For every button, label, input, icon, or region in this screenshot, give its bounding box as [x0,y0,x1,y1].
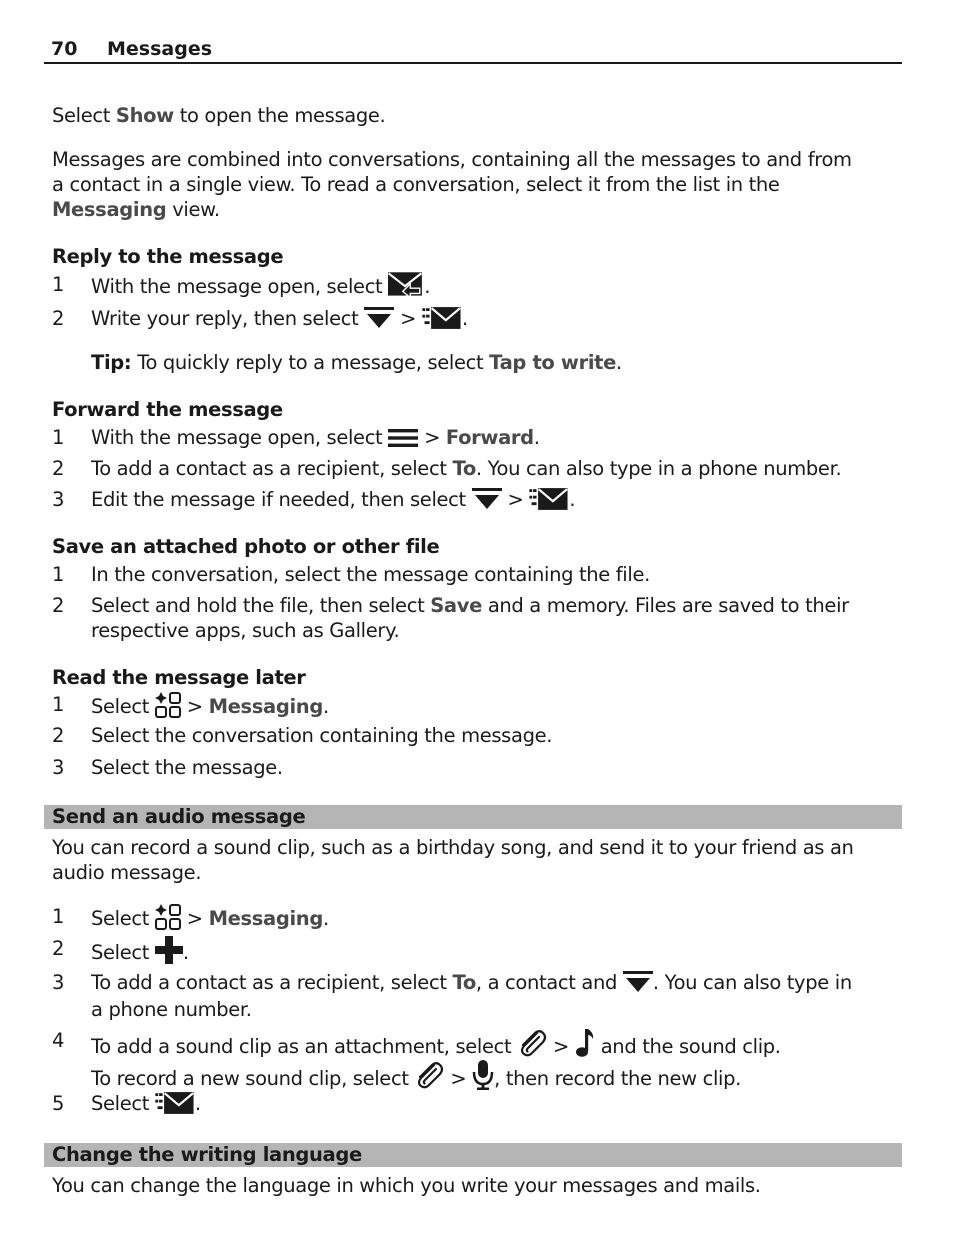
apps-icon [155,904,181,930]
reply-heading: Reply to the message [52,245,284,268]
page-header [44,36,902,64]
section-title: Change the writing language [52,1143,362,1166]
options-down-icon [623,970,653,994]
plus-icon [155,936,183,964]
apps-icon [155,692,181,718]
show-keyword: Show [115,104,174,127]
paperclip-icon [414,1060,444,1090]
send-message-icon [422,306,462,330]
menu-icon [388,427,418,449]
intro-paragraph-line: a contact in a single view. To read a conversation, select it from the list in the [52,173,780,196]
music-note-icon [575,1028,595,1058]
section-title: Send an audio message [52,805,306,828]
options-down-icon [472,487,502,511]
read-later-heading: Read the message later [52,666,306,689]
manual-page: 70 Messages Select Show to open the message. Messages are combined into conversations, containing all the messages to and from a contact in a single view. To read a conversation, select it from the list in the Messaging view. Reply to the message 1 With the message open, select . 2 Write your reply, then select > . Tip: To quickly reply to a message, select Tap to write. Forward the message 1 With the message open, select > Forward. 2 To add a contact as a recipient, select To. You can also type in a phone number. 3 Edit the message if needed, then select > . Save an attached photo or other file 1 In the conversation, select the message containing the file. 2 Select and hold the file, then select Save and a memory. Files are saved to their respective apps, such as Gallery. Read the message later 1 Select > Messaging. 2 Select the conversation containing the message. 3 Select the message. Send an audio message You can record a sound clip, such as a birthday song, and send it to your friend as an audio message. 1 Select > Messaging. 2 Select . 3 To add a contact as a recipient, select To, a contact and . You can also type in a phone number. 4 To add a sound clip as an attachment, select > and the sound clip. To record a new sound clip, select > , then record the new clip. 5 Select . Change the writing language You can change the language in which you write your messages and mails. [0,0,954,1257]
reply-message-icon [388,272,424,298]
save-heading: Save an attached photo or other file [52,535,440,558]
options-down-icon [364,306,394,330]
language-description: You can change the language in which you write your messages and mails. [52,1174,761,1197]
send-message-icon [155,1091,195,1115]
audio-description-line: You can record a sound clip, such as a birthday song, and send it to your friend as an [52,836,854,859]
section-band-language [44,1143,902,1167]
show-instruction: Select Show to open the message. [52,104,386,127]
audio-description-line: audio message. [52,861,202,884]
intro-paragraph-line: Messaging view. [52,198,220,221]
page-number: 70 [51,38,78,60]
intro-paragraph-line: Messages are combined into conversations, containing all the messages to and from [52,148,852,171]
send-message-icon [529,487,569,511]
microphone-icon [472,1060,494,1090]
paperclip-icon [517,1028,547,1058]
forward-heading: Forward the message [52,398,283,421]
chapter-title: Messages [107,38,213,60]
section-band-audio [44,805,902,829]
